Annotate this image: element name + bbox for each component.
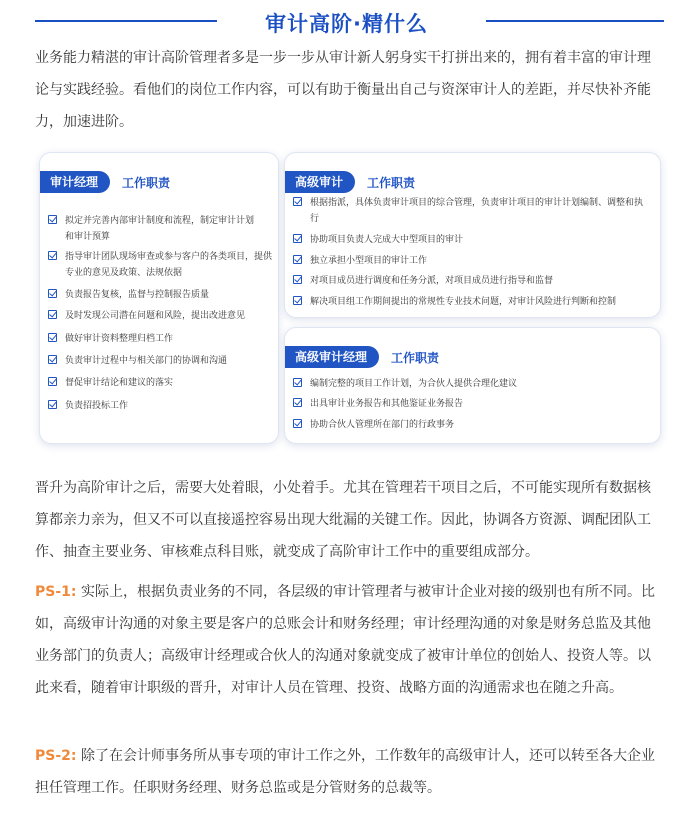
- intro-paragraph: 业务能力精湛的审计高阶管理者多是一步一步从审计新人躬身实干打拼出来的，拥有着丰富的审计理论与实践经验。看他们的岗位工作内容，可以有助于衡量出自己与资深审计人的差距，并尽快补齐能力，加速进阶。: [35, 50, 651, 130]
- title-divider-right: [486, 20, 664, 22]
- role-badge: 高级审计经理: [285, 346, 379, 368]
- checkbox-icon: [293, 378, 302, 387]
- duty-item: 负责报告复核，监督与控制报告质量: [48, 287, 272, 303]
- card-senior-audit-manager: [284, 327, 661, 444]
- checkbox-icon: [293, 275, 302, 284]
- duty-item: 协助项目负责人完成大中型项目的审计: [293, 232, 653, 248]
- duty-item: 独立承担小型项目的审计工作: [293, 253, 653, 269]
- ps1-text: 实际上，根据负责业务的不同，各层级的审计管理者与被审计企业对接的级别也有所不同。比如，高级审计沟通的对象主要是客户的总账会计和财务经理；审计经理沟通的对象是财务总监及其他业务部门的负责人；高级审计经理或合伙人的沟通对象就变成了被审计单位的创始人、投资人等。以此来看，随着审计职级的晋升，对审计人员在管理、投资、战略方面的沟通需求也在随之升高。: [35, 584, 655, 696]
- card-header: [285, 346, 439, 368]
- card-header: [40, 171, 170, 193]
- card-senior-auditor: [284, 152, 661, 318]
- ps1-tag: PS-1:: [35, 584, 77, 600]
- checkbox-icon: [48, 310, 57, 319]
- checkbox-icon: [293, 197, 302, 206]
- promotion-paragraph: 晋升为高阶审计之后，需要大处着眼，小处着手。尤其在管理若干项目之后，不可能实现所有数据核算都亲力亲为，但又不可以直接遥控容易出现大纰漏的关键工作。因此，协调各方资源、调配团队工作、抽查主要业务、审核难点科目账，就变成了高阶审计工作中的重要组成部分。: [35, 480, 651, 560]
- duty-item: 督促审计结论和建议的落实: [48, 375, 272, 391]
- card-header: [285, 171, 415, 193]
- checkbox-icon: [48, 215, 57, 224]
- role-badge: 审计经理: [40, 171, 110, 193]
- duty-item: 出具审计业务报告和其他鉴证业务报告: [293, 396, 653, 412]
- duty-item: 解决项目组工作期间提出的常规性专业技术问题，对审计风险进行判断和控制: [293, 294, 659, 310]
- duty-item: 负责审计过程中与相关部门的协调和沟通: [48, 353, 272, 369]
- duty-label: 工作职责: [367, 175, 416, 190]
- duty-item: 负责招投标工作: [48, 398, 272, 414]
- checkbox-icon: [293, 419, 302, 428]
- checkbox-icon: [48, 333, 57, 342]
- card-audit-manager: [39, 152, 279, 444]
- ps2-tag: PS-2:: [35, 748, 77, 764]
- checkbox-icon: [293, 234, 302, 243]
- role-badge: 高级审计: [285, 171, 355, 193]
- duty-item: 做好审计资料整理归档工作: [48, 331, 272, 347]
- duty-label: 工作职责: [122, 175, 171, 190]
- checkbox-icon: [293, 398, 302, 407]
- duty-item: 根据指派，具体负责审计项目的综合管理，负责审计项目的审计计划编制、调整和执行: [293, 195, 649, 227]
- title-bar: [0, 8, 693, 36]
- duty-item: 协助合伙人管理所在部门的行政事务: [293, 417, 653, 433]
- duty-item: 及时发现公司潜在问题和风险，提出改进意见: [48, 308, 272, 324]
- ps2-paragraph: [35, 740, 661, 804]
- duty-label: 工作职责: [391, 350, 440, 365]
- checkbox-icon: [48, 289, 57, 298]
- duty-item: 编制完整的项目工作计划，为合伙人提供合理化建议: [293, 376, 653, 392]
- duty-item: 拟定并完善内部审计制度和流程，制定审计计划和审计预算: [48, 213, 260, 245]
- checkbox-icon: [293, 255, 302, 264]
- checkbox-icon: [48, 400, 57, 409]
- checkbox-icon: [48, 377, 57, 386]
- duty-item: 对项目成员进行调度和任务分派，对项目成员进行指导和监督: [293, 273, 653, 289]
- page-title: 审计高阶·精什么: [265, 12, 428, 36]
- ps1-paragraph: [35, 576, 661, 704]
- duty-item: 指导审计团队现场审查或参与客户的各类项目，提供专业的意见及政策、法规依据: [48, 249, 272, 281]
- checkbox-icon: [293, 296, 302, 305]
- checkbox-icon: [48, 355, 57, 364]
- checkbox-icon: [48, 251, 57, 260]
- ps2-text: 除了在会计师事务所从事专项的审计工作之外，工作数年的高级审计人，还可以转至各大企业担任管理工作。任职财务经理、财务总监或是分管财务的总裁等。: [35, 748, 655, 796]
